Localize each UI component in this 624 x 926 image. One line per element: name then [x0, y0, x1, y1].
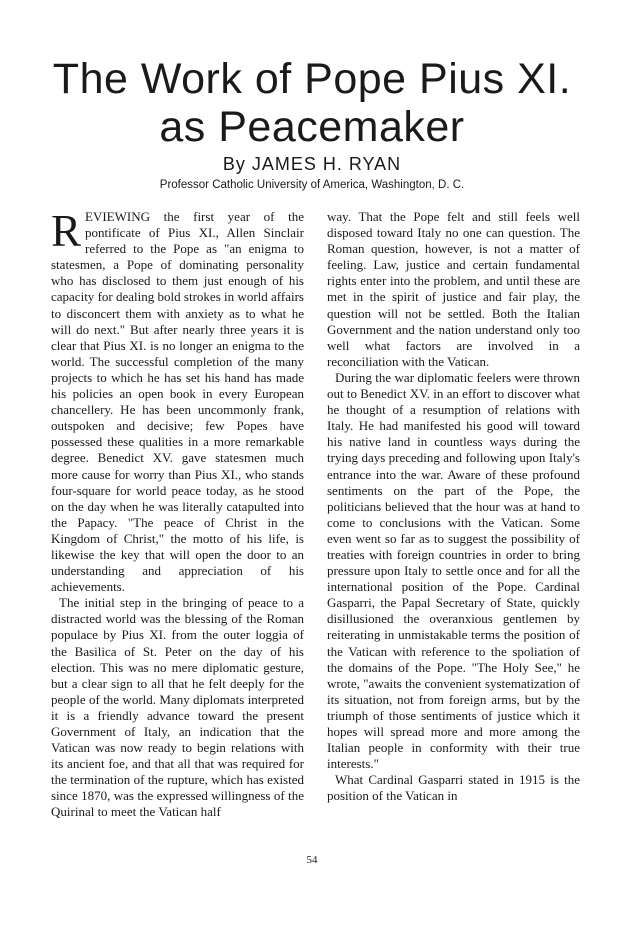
author-affiliation: Professor Catholic University of America, Washington, D. C. — [159, 179, 465, 191]
page-number: 54 — [306, 854, 318, 866]
article-title-line-2: as Peacemaker — [159, 103, 465, 151]
paragraph: What Cardinal Gasparri stated in 1915 is the position of the Vatican in — [327, 772, 580, 804]
paragraph: The initial step in the bringing of peace to a distracted world was the blessing of the Roman populace by Pius XI. from the outer loggia of the Basilica of St. Peter on the day of his election. This was no mere diplomatic gesture, but a clear sign to all that he felt deeply for the people of the world. Many diplomats interpreted it is a friendly advance toward the present Government of Italy, an indication that the Vatican was now ready to begin relations with its ancient foe, and that all that was required for the termination of the rupture, which has existed since 1870, was the expressed willingness of the Quirinal to meet the Vatican half — [51, 595, 304, 820]
article-title-line-1: The Work of Pope Pius XI. — [52, 55, 572, 103]
paragraph: During the war diplomatic feelers were thrown out to Benedict XV. in an effort to discover what he thought of a resumption of relations with Italy. He had manifested his good will toward his native land in countless ways during the trying days preceding and following upon Italy's entrance into the war. Aware of these profound sentiments on the part of the Pope, the politicians believed that the hour was at hand to come to conclusions with the Vatican. Some even went so far as to suggest the possibility of treaties with foreign countries in order to bring pressure upon Italy to settle once and for all the international position of the Pope. Cardinal Gasparri, the Papal Secretary of State, quickly disillusioned the overanxious gentlemen by reiterating in unmistakable terms the position of the Vatican with reference to the spoliation of the domains of the Pope. "The Holy See," he wrote, "awaits the convenient systematization of its situation, not from foreign arms, but by the triumph of those sentiments of justice which it hopes will spread more and more among the Italian people in conformity with their true interests." — [327, 369, 580, 772]
paragraph — [51, 206, 304, 595]
drop-cap: R — [51, 206, 82, 256]
author-byline: By JAMES H. RYAN — [222, 154, 402, 174]
paragraph-text: EVIEWING the first year of the pontificate of Pius XI., Allen Sinclair referred to the Pope as "an enigma to statesmen, a Pope of dominating personality who has disclosed to them just enough of his capacity for dealing bold strokes in world affairs to disconcert them with anxiety as to what he will do next." But after nearly three years it is clear that Pius XI. is no longer an enigma to the world. The successful completion of the many projects to which he has set his hand has made his policies an open book in every European chancellery. He has been uncommonly frank, outspoken and decisive; few Popes have possessed these qualities in a more remarkable degree. Benedict XV. gave statesmen much more cause for worry than Pius XI., who stands four-square for world peace today, as he stood on the day when he was literally catapulted into the Papacy. "The peace of Christ in the Kingdom of Christ," the motto of his life, is likewise the key that will open the door to an understanding and appreciation of his achievements. — [51, 209, 304, 595]
left-column — [51, 206, 304, 821]
right-column — [327, 209, 580, 804]
paragraph: way. That the Pope felt and still feels well disposed toward Italy no one can question. The Roman question, however, is not a matter of feeling. Law, justice and certain fundamental rights enter into the problem, and until these are met in the spirit of justice and fair play, the question will not be settled. Both the Italian Government and the nation understand only too well what factors are involved in a reconciliation with the Vatican. — [327, 209, 580, 369]
